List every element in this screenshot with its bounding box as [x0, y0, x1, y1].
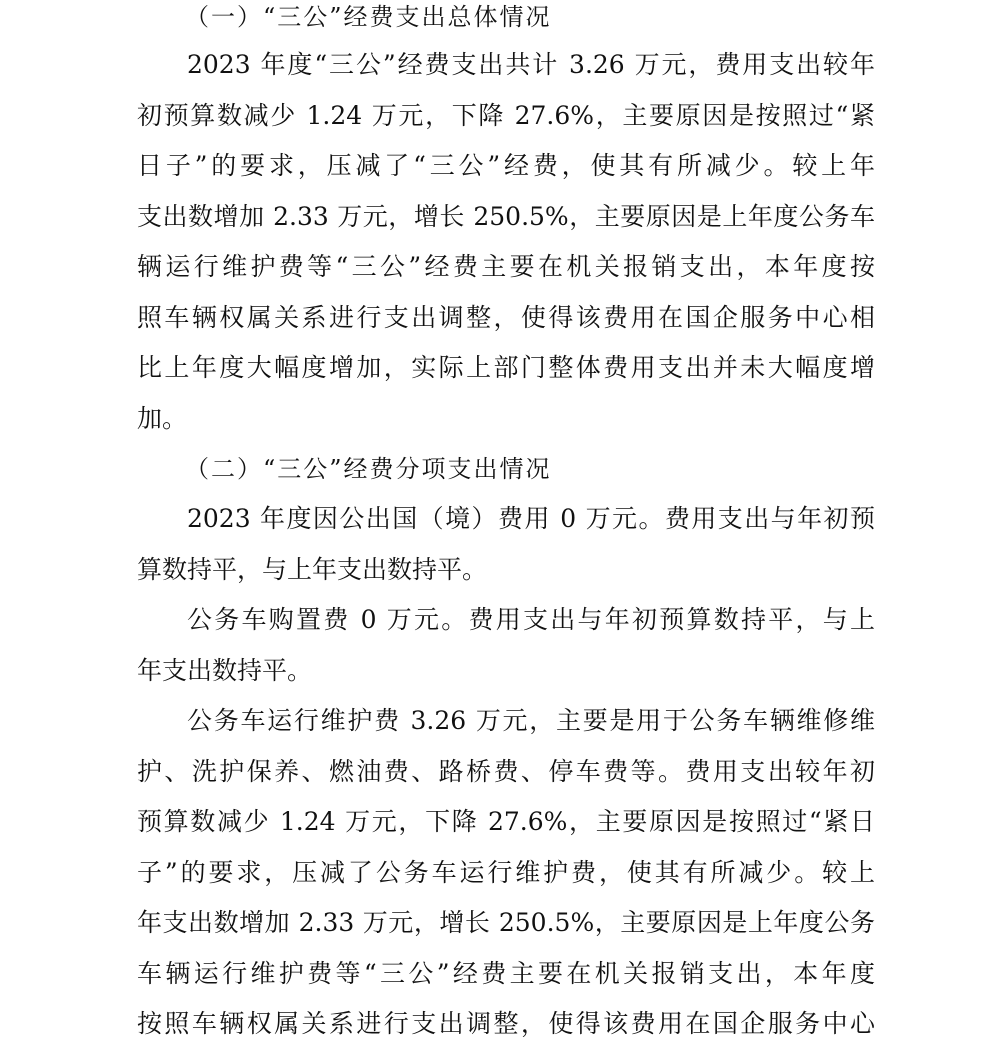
text-line: 车辆运行维护费等“三公”经费主要在机关报销支出，本年度: [137, 958, 875, 988]
text-line: 照车辆权属关系进行支出调整，使得该费用在国企服务中心相: [137, 302, 875, 332]
text-line: 支出数增加 2.33 万元，增长 250.5%，主要原因是上年度公务车: [137, 201, 875, 231]
paragraph-vehicle-purchase: [137, 595, 875, 696]
text-line: 算数持平，与上年支出数持平。: [137, 554, 488, 584]
text-line: 子”的要求，压减了公务车运行维护费，使其有所减少。较上: [137, 857, 875, 887]
text-line: 预算数减少 1.24 万元，下降 27.6%，主要原因是按照过“紧日: [137, 807, 875, 836]
text-line: 初预算数减少 1.24 万元，下降 27.6%，主要原因是按照过“紧: [137, 100, 875, 130]
text-line: 年支出数增加 2.33 万元，增长 250.5%，主要原因是上年度公务: [137, 908, 875, 937]
text-line: 2023 年度“三公”经费支出共计 3.26 万元，费用支出较年: [187, 50, 875, 79]
text-line: 护、洗护保养、燃油费、路桥费、停车费等。费用支出较年初: [137, 756, 875, 786]
text-line: 加。: [137, 403, 188, 433]
section-heading-itemized: （二）“三公”经费分项支出情况: [185, 455, 552, 483]
text-line: 按照车辆权属关系进行支出调整，使得该费用在国企服务中心: [137, 1009, 875, 1038]
text-line: 年支出数持平。: [137, 655, 313, 685]
paragraph-overall: [137, 40, 875, 444]
text-line: 2023 年度因公出国（境）费用 0 万元。费用支出与年初预: [187, 504, 875, 533]
text-line: 日子”的要求，压减了“三公”经费，使其有所减少。较上年: [137, 151, 875, 180]
paragraph-overseas-travel: [137, 494, 875, 595]
text-line: 辆运行维护费等“三公”经费主要在机关报销支出，本年度按: [137, 252, 875, 281]
text-line: 公务车运行维护费 3.26 万元，主要是用于公务车辆维修维: [187, 706, 875, 735]
text-line: 比上年度大幅度增加，实际上部门整体费用支出并未大幅度增: [137, 353, 875, 382]
text-line: 公务车购置费 0 万元。费用支出与年初预算数持平，与上: [187, 605, 875, 634]
section-heading-overall: （一）“三公”经费支出总体情况: [185, 3, 552, 31]
paragraph-vehicle-operation: [137, 696, 875, 1050]
document-page: [137, 0, 875, 1050]
